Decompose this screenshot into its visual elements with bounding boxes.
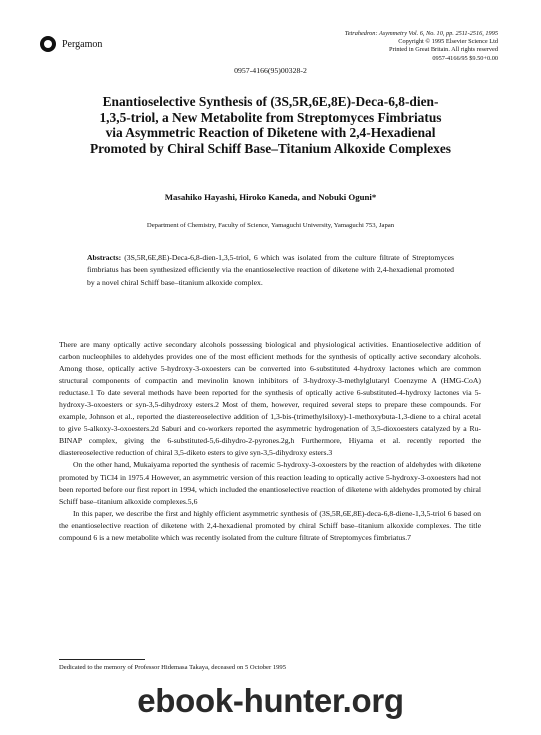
abstract-text: (3S,5R,6E,8E)-Deca-6,8-dien-1,3,5-triol, 6 which was isolated from the culture filtrate of Streptomyces fimbriatus has been synthesized efficiently via the enantioselective reaction of diketene with 2,4-hexadienal promoted by a novel chiral Schiff base–titanium alkoxide complex. (87, 253, 454, 287)
title-line: Enantioselective Synthesis of (3S,5R,6E,8E)-Deca-6,8-dien- (102, 94, 439, 109)
publisher-logo (40, 36, 102, 52)
abstract-label: Abstracts: (87, 253, 122, 262)
article-identifier: 0957-4166(95)00328-2 (234, 66, 307, 75)
title-line: Promoted by Chiral Schiff Base–Titanium Alkoxide Complexes (89, 140, 452, 156)
author-list: Masahiko Hayashi, Hiroko Kaneda, and Nobuki Oguni* (164, 192, 377, 202)
title-line: via Asymmetric Reaction of Diketene with 2,4-Hexadienal (105, 125, 436, 141)
footnote-divider (59, 659, 145, 660)
body-text (59, 339, 481, 544)
copyright-line: Copyright © 1995 Elsevier Science Ltd (398, 38, 498, 46)
watermark-text: ebook-hunter.org (137, 682, 404, 719)
body-paragraph: On the other hand, Mukaiyama reported the synthesis of racemic 5-hydroxy-3-oxoesters by the reaction of aldehydes with diketene promoted by TiCl4 in 1975.4 However, an asymmetric version of this reaction leading to optically active 5-hydroxy-3-oxoesters had not been reported before our first report in 1994, which included the enantioselective reaction of diketene with aldehydes promoted by chiral Schiff base–titanium alkoxide complexes.5,6 (59, 460, 481, 506)
body-paragraph: There are many optically active secondary alcohols possessing biological and physiological activities. Enantioselective addition of carbon nucleophiles to aldehydes provides one of the most efficient methods for the synthesis of optically active secondary alcohols. Among those, optically active 5-hydroxy-3-oxoesters can be converted into 6-substituted 4-hydroxy lactones which are common structural components of compactin and mevinolin known inhibitors of 3-hydroxy-3-methylglutaryl Coenzyme A (HMG-CoA) reductase.1 To date several methods have been reported for the synthesis of optically active 6-substituted-4-hydroxy lactones via 5-hydroxy-3-oxoesters or syn-3,5-dihydroxy esters.2 Most of them, however, required several steps to prepare these compounds. For example, Johnson et al., reported the diastereoselective addition of 1,3-bis-(trimethylsiloxy)-1-methoxybuta-1,3-diene to a chiral acetal to give 5-alkoxy-3-oxoesters.2d Saburi and co-workers reported the asymmetric hydrogenation of 3,5-dioxoesters catalyzed by a Ru-BINAP complex, giving the 6-substituted-5,6-dihydro-2-pyrones.2g,h Furthermore, Hiyama et al. recently reported the diastereoselective reduction of chiral 3,5-diketo esters to give syn-3,5-dihydroxy esters.3 (59, 340, 481, 458)
affiliation: Department of Chemistry, Faculty of Science, Yamaguchi University, Yamaguchi 753, Japan (146, 222, 395, 229)
body-paragraph: In this paper, we describe the first and highly efficient asymmetric synthesis of (3S,5R,6E,8E)-deca-6,8-diene-1,3,5-triol 6 based on the enantioselective reaction of diketene with 2,4-hexadienal promoted by chiral Schiff base–titanium alkoxide complexes. The title compound 6 is a new metabolite which was recently isolated from the culture filtrate of Streptomyces fimbriatus.7 (59, 508, 481, 542)
title-line: 1,3,5-triol, a New Metabolite from Streptomyces Fimbriatus (99, 109, 442, 125)
printed-line: Printed in Great Britain. All rights reserved (389, 46, 498, 54)
publisher-name: Pergamon (62, 38, 103, 50)
abstract (87, 252, 454, 289)
pergamon-logo-icon (40, 36, 56, 52)
journal-citation: Tetrahedron: Asymmetry Vol. 6, No. 10, pp. 2511-2516, 1995 (344, 30, 498, 37)
issn-line: 0957-4166/95 $9.50+0.00 (432, 54, 498, 62)
paper-title (50, 94, 491, 156)
journal-info (345, 30, 498, 63)
dedication-footnote: Dedicated to the memory of Professor Hidemasa Takaya, deceased on 5 October 1995 (59, 664, 287, 671)
